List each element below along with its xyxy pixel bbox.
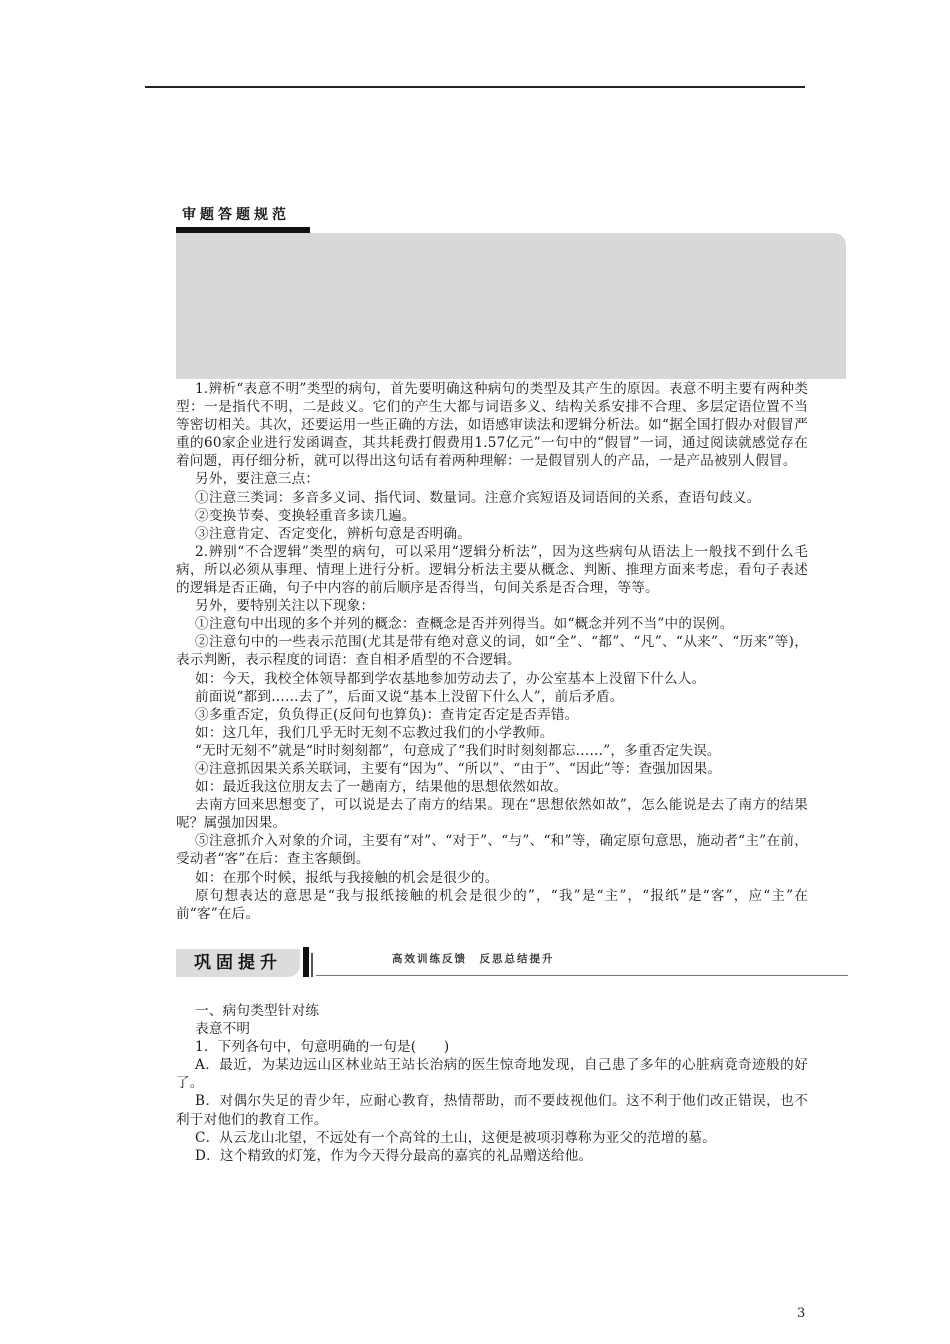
top-rule xyxy=(145,86,805,88)
question-option-b: B．对偶尔失足的青少年，应耐心教育，热情帮助，而不要歧视他们。这不利于他们改正错误，也不利于对他们的教育工作。 xyxy=(176,1093,808,1128)
banner-title: 巩固提升 xyxy=(176,949,300,977)
paragraph: ①注意三类词：多音多义词、指代词、数量词。注意介宾短语及词语间的关系，查语句歧义。 xyxy=(195,489,761,506)
question-option-c: C．从云龙山北望，不远处有一个高耸的土山，这便是被项羽尊称为亚父的范增的墓。 xyxy=(195,1129,716,1146)
paragraph: ③注意肯定、否定变化，辨析句意是否明确。 xyxy=(195,525,471,542)
paragraph: 另外，要特别关注以下现象： xyxy=(195,598,375,615)
paragraph: 2.辨别“不合逻辑”类型的病句，可以采用“逻辑分析法”，因为这些病句从语法上一般找不到什么毛病，所以必须从事理、情理上进行分析。逻辑分析法主要从概念、判断、推理方面来考虑，看句子表述的逻辑是否正确，句子中内容的前后顺序是否得当，句间关系是否合理，等等。 xyxy=(176,543,808,597)
paragraph: 1.辨析“表意不明”类型的病句，首先要明确这种病句的类型及其产生的原因。表意不明主要有两种类型：一是指代不明，二是歧义。它们的产生大都与词语多义、结构关系安排不合理、多层定语位置不当等密切相关。其次，还要运用一些正确的方法，如语感审读法和逻辑分析法。如“据全国打假办对假冒严重的60家企业进行发函调查，其共耗费打假费用1.57亿元”一句中的“假冒”一词，通过阅读就感觉存在着问题，再仔细分析，就可以得出这句话有着两种理解：一是假冒别人的产品，一是产品被别人假冒。 xyxy=(176,381,808,470)
question-option-a: A．最近，为某边远山区林业站王站长治病的医生惊奇地发现，自己患了多年的心脏病竟奇迹般的好了。 xyxy=(176,1057,808,1092)
question-stem: 1．下列各句中，句意明确的一句是( ) xyxy=(195,1039,450,1056)
paragraph: ②变换节奏、变换轻重音多读几遍。 xyxy=(195,507,416,524)
page-number: 3 xyxy=(797,1306,806,1321)
paragraph: 如：这几年，我们几乎无时无刻不忘教过我们的小学教师。 xyxy=(195,724,554,741)
paragraph: 另外，要注意三点： xyxy=(195,471,320,488)
exercise-section xyxy=(176,1002,808,1165)
paragraph: 如：最近我这位朋友去了一趟南方，结果他的思想依然如故。 xyxy=(195,779,568,796)
paragraph: 如：今天，我校全体领导都到学农基地参加劳动去了，办公室基本上没留下什么人。 xyxy=(195,670,706,687)
paragraph: 去南方回来思想变了，可以说是去了南方的结果。现在“思想依然如故”，怎么能说是去了南方的结果呢？属强加因果。 xyxy=(176,797,808,832)
banner-divider-thin xyxy=(311,953,313,977)
paragraph: ②注意句中的一些表示范围(尤其是带有绝对意义的词，如“全”、“都”、“凡”、“从来”、“历来”等)，表示判断，表示程度的词语：查自相矛盾型的不合逻辑。 xyxy=(176,634,808,669)
banner-divider xyxy=(303,947,309,977)
exercise-subheading: 表意不明 xyxy=(195,1021,251,1038)
section-label: 审题答题规范 xyxy=(182,207,290,223)
paragraph: 原句想表达的意思是“我与报纸接触的机会是很少的”，“我”是“主”，“报纸”是“客”，应“主”在前“客”在后。 xyxy=(176,887,808,922)
body-text xyxy=(176,380,808,923)
paragraph: ①注意句中出现的多个并列的概念：查概念是否并列得当。如“概念并列不当”中的误例。 xyxy=(195,616,734,633)
grey-content-box xyxy=(176,233,846,379)
paragraph: 如：在那个时候，报纸与我接触的机会是很少的。 xyxy=(195,869,499,886)
paragraph: ⑤注意抓介入对象的介词，主要有“对”、“对于”、“与”、“和”等，确定原句意思，施动者“主”在前，受动者“客”在后：查主客颠倒。 xyxy=(176,833,808,868)
consolidation-banner xyxy=(176,947,848,979)
paragraph: ③多重否定，负负得正(反问句也算负)：查肯定否定是否弄错。 xyxy=(195,706,579,723)
section-header xyxy=(176,204,310,233)
paragraph: 前面说“都到……去了”，后面又说“基本上没留下什么人”，前后矛盾。 xyxy=(195,688,624,705)
paragraph: “无时无刻不”就是“时时刻刻都”，句意成了“我们时时刻刻都忘……”，多重否定失误。 xyxy=(195,742,721,759)
banner-rule xyxy=(316,975,848,976)
banner-subtitle: 高效训练反馈 反思总结提升 xyxy=(392,953,555,965)
paragraph: ④注意抓因果关系关联词，主要有“因为”、“所以”、“由于”、“因此”等：查强加因果。 xyxy=(195,760,722,777)
question-option-d: D．这个精致的灯笼，作为今天得分最高的嘉宾的礼品赠送给他。 xyxy=(195,1147,593,1164)
exercise-heading: 一、病句类型针对练 xyxy=(195,1003,320,1019)
